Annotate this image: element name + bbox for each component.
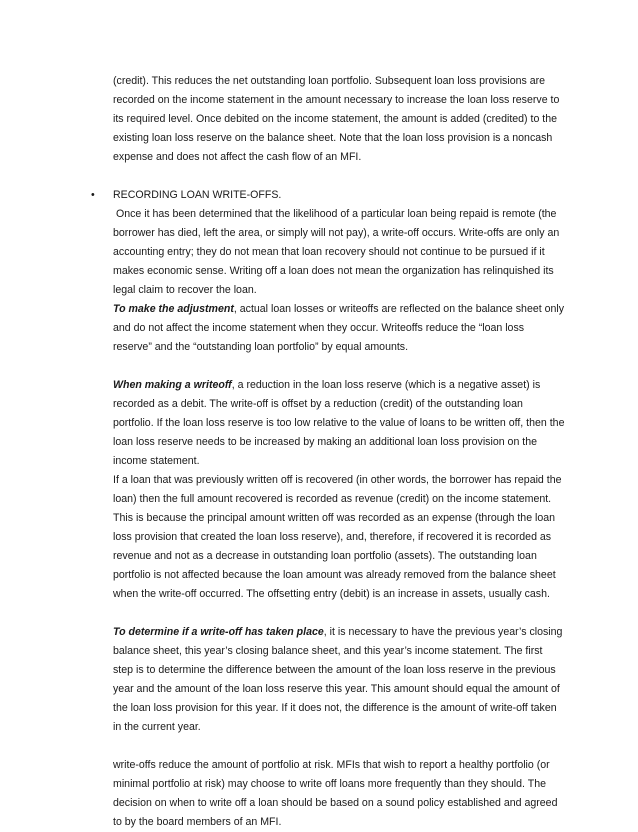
paragraph-loan-loss-provision: (credit). This reduces the net outstanding loan portfolio. Subsequent loan loss provisions are recorded on the income statement in the amount necessary to increase the loan loss reserve to its required level. Once debited on the income statement, the amount is added (credited) to the existing loan loss reserve on the balance sheet. Note that the loan loss provision is a noncash expense and does not affect the cash flow of an MFI. bbox=[113, 75, 560, 163]
adjustment-text: , actual loan losses or writeoffs are reflected on the balance sheet only and do not affect the income statement when they occur. Writeoffs reduce the “loan loss reserve” and the “outstanding loan portfolio” by equal amounts. bbox=[113, 303, 565, 353]
bullet-recording-writeoffs bbox=[91, 186, 565, 205]
document-body bbox=[91, 72, 565, 832]
making-writeoff-lead: When making a writeoff bbox=[113, 379, 232, 391]
making-writeoff-text: , a reduction in the loan loss reserve (which is a negative asset) is recorded as a debit. The write-off is offset by a reduction (credit) of the outstanding loan portfolio. If the loan loss reserve is too low relative to the value of loans to be written off, then the loan loss reserve needs to be increased by making an additional loan loss provision on the income statement. bbox=[113, 379, 565, 467]
paragraph-determine-writeoff bbox=[113, 623, 565, 737]
paragraph-making-writeoff bbox=[113, 376, 565, 471]
adjustment-lead: To make the adjustment bbox=[113, 303, 234, 315]
paragraph-adjustment bbox=[113, 300, 565, 357]
paragraph-writeoff-definition: Once it has been determined that the likelihood of a particular loan being repaid is remote (the borrower has died, left the area, or simply will not pay), a write-off occurs. Write-offs are only an accounting entry; they do not mean that loan recovery should not continue to be pursued if it makes economic sense. Writing off a loan does not mean the organization has relinquished its legal claim to recover the loan. bbox=[113, 208, 563, 296]
paragraph-recovery: If a loan that was previously written off is recovered (in other words, the borrower has repaid the loan) then the full amount recovered is recorded as revenue (credit) on the income statement. This is because the principal amount written off was recorded as an expense (through the loan loss provision that created the loan loss reserve), and, therefore, if recovered it is recorded as revenue and not as a decrease in outstanding loan portfolio (assets). The outstanding loan portfolio is not affected because the loan amount was already removed from the balance sheet when the write-off occurred. The offsetting entry (debit) is an increase in assets, usually cash. bbox=[113, 474, 562, 600]
section-heading: RECORDING LOAN WRITE-OFFS. bbox=[113, 189, 282, 201]
determine-writeoff-lead: To determine if a write-off has taken place bbox=[113, 626, 324, 638]
bullet-icon: • bbox=[91, 189, 95, 201]
paragraph-portfolio-at-risk: write-offs reduce the amount of portfolio at risk. MFIs that wish to report a healthy portfolio (or minimal portfolio at risk) may choose to write off loans more frequently than they should. The decision on when to write off a loan should be based on a sound policy established and agreed to by the board members of an MFI. bbox=[113, 759, 558, 828]
determine-writeoff-text: , it is necessary to have the previous year’s closing balance sheet, this year’s closing balance sheet, and this year’s income statement. The first step is to determine the difference between the amount of the loan loss reserve in the previous year and the amount of the loan loss reserve this year. This amount should equal the amount of the loan loss provision for this year. If it does not, the difference is the amount of write-off taken in the current year. bbox=[113, 626, 563, 733]
